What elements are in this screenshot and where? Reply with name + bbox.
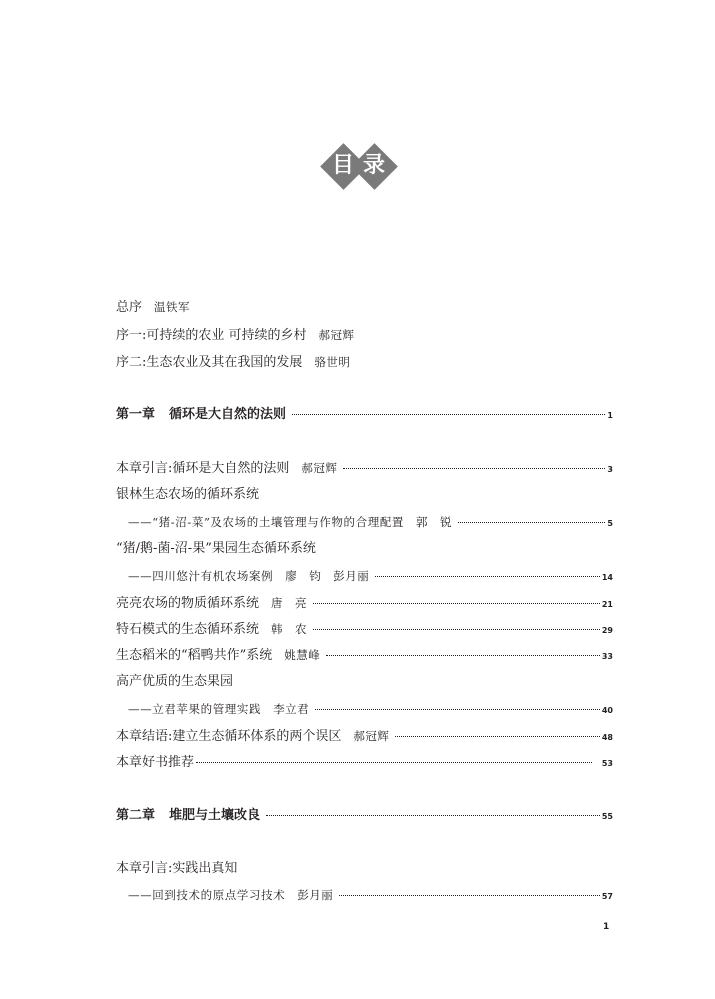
entry-author: 郝冠辉 [301, 461, 338, 475]
entry-title: 本章好书推荐 [116, 755, 195, 770]
leader-dots [375, 576, 600, 577]
page-number: 14 [601, 573, 613, 582]
leader-dots [339, 895, 600, 896]
toc-entry [116, 753, 613, 773]
entry-author: 温铁军 [154, 300, 191, 314]
page-number: 29 [601, 626, 613, 635]
entry-author: 郭 锐 [416, 515, 453, 529]
toc-chapter-2 [116, 806, 613, 826]
entry-author: 骆世明 [314, 355, 351, 369]
toc-entry [116, 645, 613, 665]
entry-subtitle: ——立君苹果的管理实践 [128, 702, 262, 716]
entry-title: 总序 [116, 300, 143, 315]
toc-subentry [128, 566, 613, 586]
entry-title: 本章结语:建立生态循环体系的两个误区 [116, 729, 342, 744]
entry-title: 亮亮农场的物质循环系统 [116, 596, 260, 611]
toc-entry [116, 672, 613, 692]
page-number: 57 [601, 892, 613, 901]
entry-title: 本章引言:实践出真知 [116, 861, 238, 876]
entry-title: 序二:生态农业及其在我国的发展 [116, 355, 303, 370]
toc-entry [116, 485, 613, 505]
chapter-title: 循环是大自然的法则 [169, 407, 287, 422]
toc-entry [116, 539, 613, 559]
entry-title: 本章引言:循环是大自然的法则 [116, 461, 290, 476]
entry-author: 韩 农 [271, 622, 308, 636]
entry-subtitle: ——四川悠汁有机农场案例 [128, 569, 274, 583]
toc-entry [116, 726, 613, 746]
chapter-title: 堆肥与土壤改良 [169, 808, 261, 823]
entry-subtitle: ——回到技术的原点学习技术 [128, 888, 286, 902]
page-number: 3 [607, 465, 613, 474]
entry-author: 姚慧峰 [284, 648, 321, 662]
toc-subentry [128, 699, 613, 719]
page-number: 55 [601, 812, 613, 821]
leader-dots [458, 522, 605, 523]
chapter-label: 第二章 [116, 808, 156, 823]
entry-author: 廖 钧 彭月丽 [285, 569, 370, 583]
leader-dots [395, 736, 599, 737]
toc-entry [116, 619, 613, 639]
leader-dots [313, 629, 600, 630]
title-char-2: 录 [362, 153, 385, 178]
entry-title: 高产优质的生态果园 [116, 674, 234, 689]
entry-title: 序一:可持续的农业 可持续的乡村 [116, 328, 307, 343]
entry-author: 郝冠辉 [318, 328, 355, 342]
page-number: 33 [601, 652, 613, 661]
entry-author: 李立君 [273, 702, 310, 716]
entry-author: 彭月丽 [297, 888, 334, 902]
entry-subtitle: ——“猪-沼-菜”及农场的土壤管理与作物的合理配置 [128, 515, 405, 529]
entry-title: 特石模式的生态循环系统 [116, 622, 260, 637]
leader-dots [196, 762, 592, 763]
entry-author: 郝冠辉 [353, 729, 390, 743]
page-number: 53 [601, 759, 613, 768]
leader-dots [343, 468, 605, 469]
page-number: 1 [607, 411, 613, 420]
entry-title: “猪/鹅-菌-沼-果”果园生态循环系统 [116, 541, 316, 556]
toc-subentry [128, 512, 613, 532]
toc-title-mark [0, 146, 715, 186]
page-number: 5 [607, 519, 613, 528]
toc-entry [116, 458, 613, 478]
leader-dots [266, 815, 600, 816]
leader-dots [315, 709, 600, 710]
toc-entry-preface-general [116, 297, 613, 317]
title-char-1: 目 [331, 153, 354, 178]
page-folio: 1 [603, 922, 610, 932]
entry-title: 银林生态农场的循环系统 [116, 487, 260, 502]
entry-author: 唐 亮 [271, 596, 308, 610]
toc-entry [116, 593, 613, 613]
chapter-label: 第一章 [116, 407, 156, 422]
entry-title: 生态稻米的“稻鸭共作”系统 [116, 648, 273, 663]
page-number: 40 [601, 706, 613, 715]
toc-entry-preface-1 [116, 325, 613, 345]
leader-dots [313, 603, 600, 604]
page-number: 48 [601, 733, 613, 742]
toc-entry [116, 859, 613, 879]
leader-dots [292, 414, 605, 415]
toc-chapter-1 [116, 405, 613, 425]
page-number: 21 [601, 600, 613, 609]
toc-entry-preface-2 [116, 352, 613, 372]
leader-dots [326, 655, 600, 656]
toc-subentry [128, 885, 613, 905]
